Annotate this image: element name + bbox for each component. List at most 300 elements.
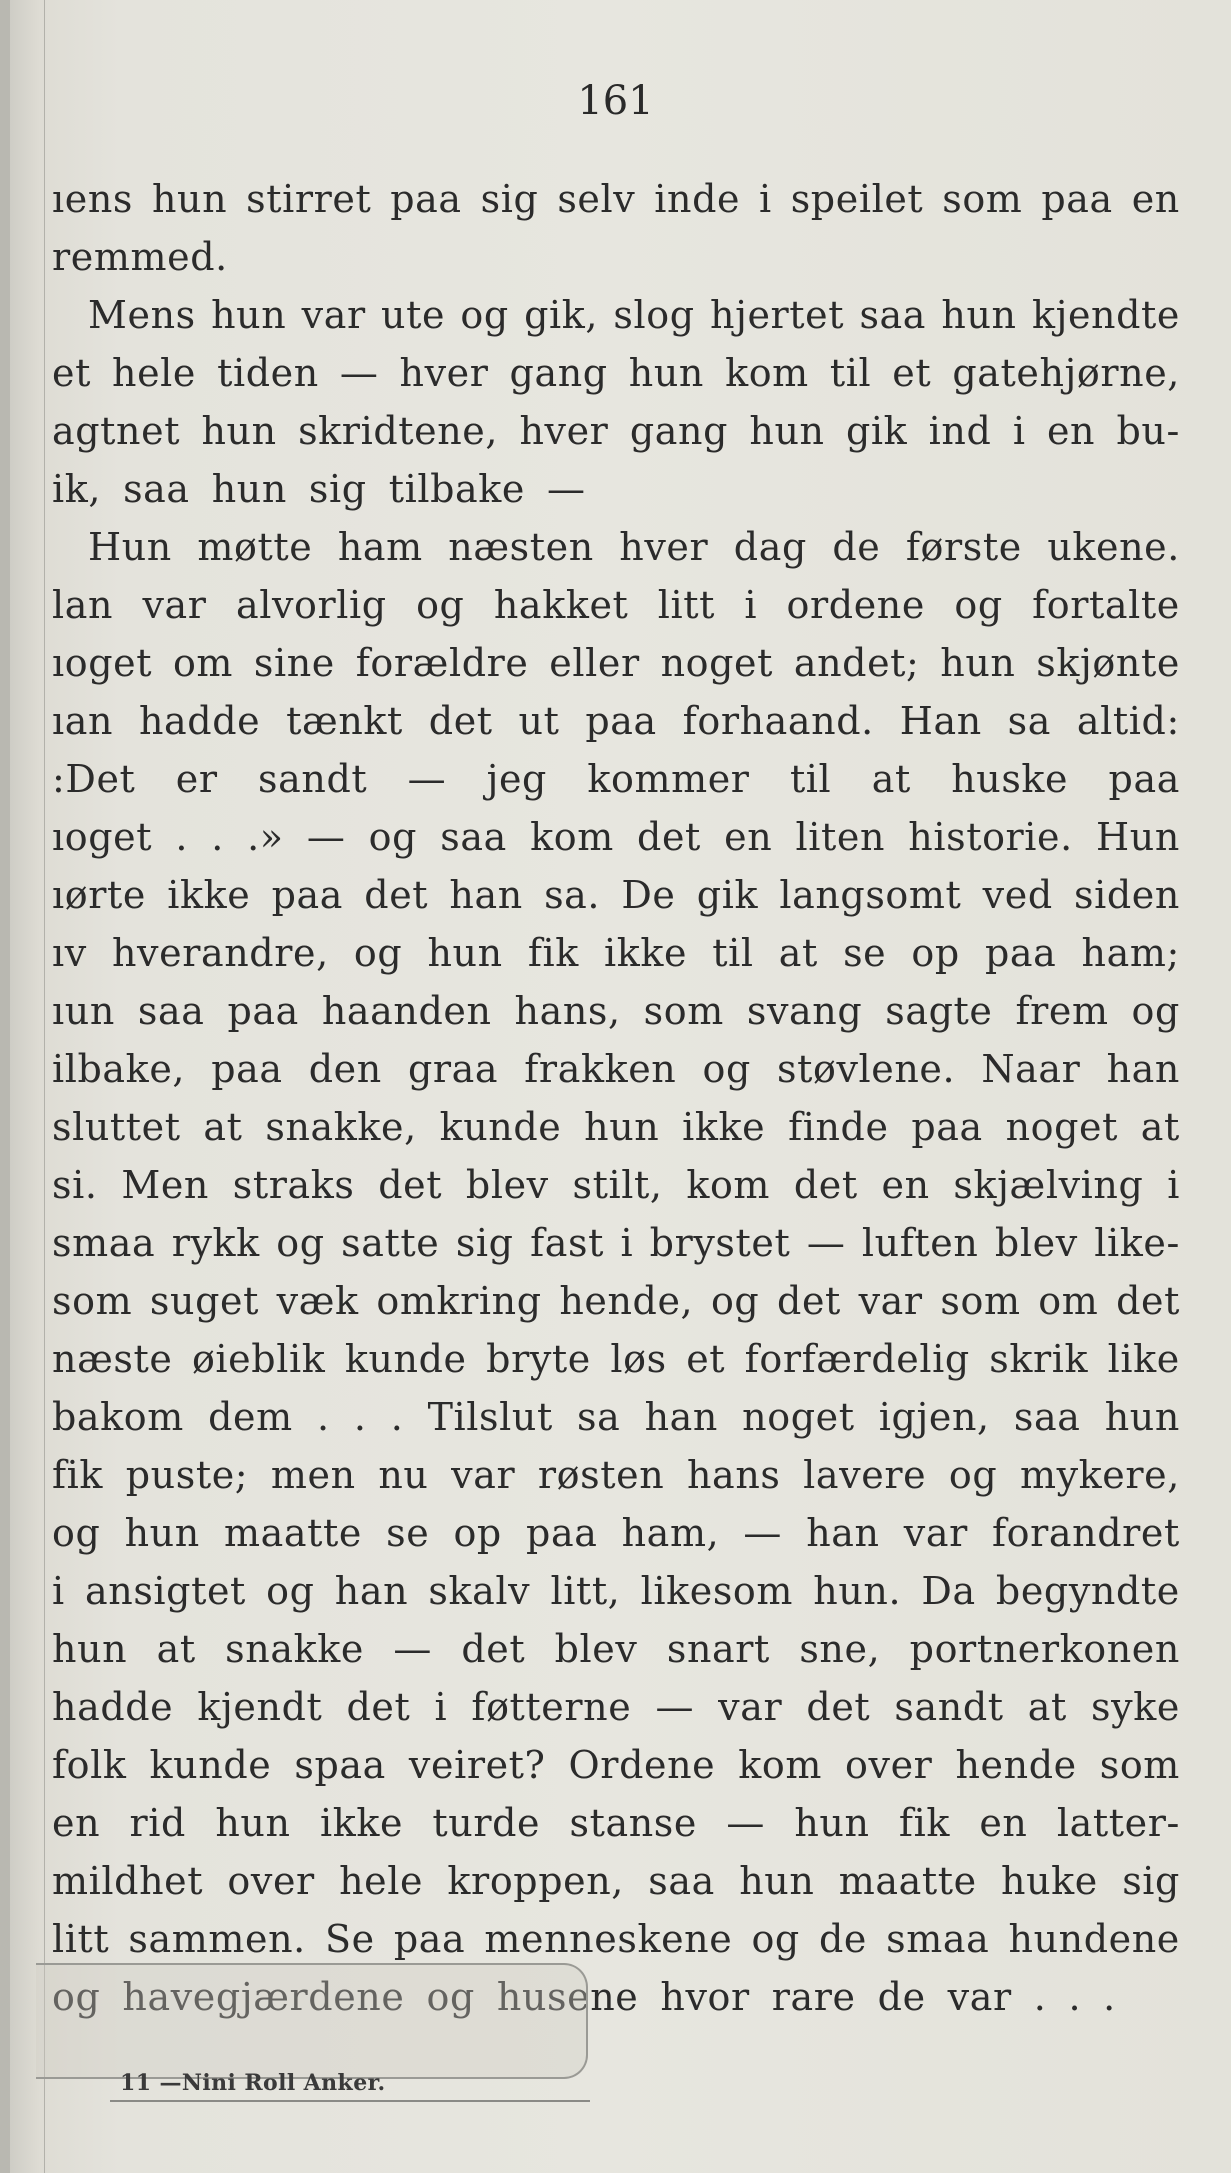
- word: i: [759, 177, 772, 221]
- word: hun.: [813, 1569, 902, 1613]
- word: er: [175, 757, 218, 801]
- word: næste: [52, 1337, 173, 1381]
- word: igjen,: [878, 1395, 990, 1439]
- text-line: [52, 1620, 1180, 1678]
- word: sandt: [894, 1685, 1004, 1729]
- word: et: [892, 351, 932, 395]
- word: paa: [526, 1511, 598, 1555]
- word: fik: [898, 1801, 950, 1845]
- word: .: [175, 815, 189, 859]
- word: forandret: [992, 1511, 1180, 1555]
- word: agtnet: [52, 409, 181, 453]
- word: saa: [859, 293, 927, 337]
- word: og: [368, 815, 418, 859]
- word: som: [52, 1279, 133, 1323]
- word: hun: [52, 1627, 128, 1671]
- word: hun: [584, 1105, 660, 1149]
- word: som: [940, 1279, 1021, 1323]
- word: saa: [440, 815, 507, 859]
- text-line: [52, 1562, 1180, 1620]
- word: hver: [619, 525, 709, 569]
- word: saa: [1013, 1395, 1081, 1439]
- word: sa: [1007, 699, 1052, 743]
- word: det: [364, 873, 429, 917]
- word: han: [644, 1395, 718, 1439]
- word: sne,: [799, 1627, 881, 1671]
- word: ikke: [604, 931, 688, 975]
- word: et: [686, 1337, 726, 1381]
- word: —: [806, 1221, 846, 1265]
- text-line: [52, 170, 1180, 228]
- word: til: [712, 931, 754, 975]
- word: historie.: [908, 815, 1073, 859]
- word: gang: [509, 351, 608, 395]
- word: rare: [771, 1975, 856, 2019]
- word: hver: [399, 351, 489, 395]
- word: sluttet: [52, 1105, 181, 1149]
- word: bu-: [1116, 409, 1180, 453]
- word: det: [428, 699, 493, 743]
- word: begyndte: [995, 1569, 1180, 1613]
- word: lavere: [803, 1453, 927, 1497]
- word: paa: [271, 873, 344, 917]
- word: —: [339, 351, 379, 395]
- word: turde: [432, 1801, 541, 1845]
- word: sa.: [544, 873, 601, 917]
- word: likesom: [640, 1569, 794, 1613]
- word: at: [1027, 1685, 1067, 1729]
- word: portnerkonen: [909, 1627, 1180, 1671]
- word: første: [905, 525, 1022, 569]
- word: ved: [982, 873, 1053, 917]
- word: gatehjørne,: [952, 351, 1180, 395]
- word: si.: [52, 1163, 98, 1207]
- word: som: [942, 177, 1023, 221]
- body-text: [52, 170, 1180, 2026]
- word: fik: [52, 1453, 104, 1497]
- word: en: [979, 1801, 1028, 1845]
- word: det: [777, 1279, 841, 1323]
- word: se: [386, 1511, 430, 1555]
- word: Han: [899, 699, 982, 743]
- word: mykere,: [1019, 1453, 1180, 1497]
- word: over: [845, 1743, 933, 1787]
- text-line: [52, 518, 1180, 576]
- text-line: [52, 344, 1180, 402]
- text-line: [52, 1852, 1180, 1910]
- word: hun: [941, 293, 1017, 337]
- word: en: [881, 1163, 930, 1207]
- word: en: [724, 815, 773, 859]
- word: blev: [465, 1163, 549, 1207]
- word: om: [1038, 1279, 1099, 1323]
- word: bryte: [486, 1337, 591, 1381]
- text-line: [52, 1330, 1180, 1388]
- word: stirret: [246, 177, 372, 221]
- word: hun: [211, 293, 287, 337]
- word: men: [270, 1453, 356, 1497]
- word: og: [1131, 989, 1180, 1033]
- word: finde: [788, 1105, 889, 1149]
- word: hun: [124, 1511, 200, 1555]
- text-line: [52, 402, 1180, 460]
- word: .: [1033, 1975, 1047, 2019]
- word: var: [947, 1975, 1012, 2019]
- word: ilbake,: [52, 1047, 186, 1091]
- word: hun: [628, 351, 705, 395]
- word: i: [434, 1685, 448, 1729]
- word: hun: [940, 641, 1016, 685]
- word: i: [1012, 409, 1026, 453]
- word: tænkt: [286, 699, 403, 743]
- word: skridtene,: [298, 409, 499, 453]
- word: rykk: [171, 1221, 260, 1265]
- word: blev: [994, 1221, 1078, 1265]
- word: ıun: [52, 989, 115, 1033]
- word: :Det: [52, 757, 136, 801]
- word: paa: [227, 989, 299, 1033]
- text-line: [52, 924, 1180, 982]
- text-line: [52, 576, 1180, 634]
- word: remmed.: [52, 235, 228, 279]
- word: og: [266, 1569, 315, 1613]
- word: brystet: [649, 1221, 791, 1265]
- word: hende,: [559, 1279, 694, 1323]
- word: kjendt: [197, 1685, 323, 1729]
- word: .»: [247, 815, 284, 859]
- word: som: [643, 989, 724, 1033]
- word: selv: [557, 177, 636, 221]
- word: snakke: [225, 1627, 364, 1671]
- word: dem: [208, 1395, 293, 1439]
- word: like: [1107, 1337, 1180, 1381]
- word: mildhet: [52, 1859, 204, 1903]
- word: og: [948, 1453, 998, 1497]
- word: havegjærdene: [122, 1975, 405, 2019]
- word: kom: [530, 815, 614, 859]
- word: hun: [211, 467, 287, 511]
- text-line: [52, 1446, 1180, 1504]
- word: skalv: [428, 1569, 531, 1613]
- word: haanden: [321, 989, 492, 1033]
- word: fortalte: [1032, 583, 1180, 627]
- word: og: [460, 293, 509, 337]
- word: og: [702, 1047, 751, 1091]
- word: satte: [341, 1221, 440, 1265]
- word: .: [316, 1395, 330, 1439]
- word: saa: [648, 1859, 715, 1903]
- word: inde: [654, 177, 741, 221]
- word: folk: [52, 1743, 127, 1787]
- word: sig: [455, 1221, 514, 1265]
- word: det: [346, 1685, 411, 1729]
- word: op: [911, 931, 960, 975]
- word: ham: [337, 525, 423, 569]
- word: paa: [211, 1047, 283, 1091]
- word: .: [211, 815, 224, 859]
- word: ham;: [1081, 931, 1180, 975]
- word: veiret?: [408, 1743, 546, 1787]
- text-line: [52, 750, 1180, 808]
- text-line: [52, 1794, 1180, 1852]
- word: like-: [1094, 1221, 1180, 1265]
- word: sandt: [258, 757, 368, 801]
- word: skrik: [989, 1337, 1089, 1381]
- word: paa: [390, 177, 462, 221]
- text-line: [52, 1504, 1180, 1562]
- word: i: [620, 1221, 634, 1265]
- word: —: [407, 757, 447, 801]
- word: maatte: [838, 1859, 977, 1903]
- word: skjønte: [1036, 641, 1180, 685]
- word: kunde: [439, 1105, 562, 1149]
- word: det: [378, 1163, 443, 1207]
- word: og: [52, 1511, 101, 1555]
- word: speilet: [790, 177, 924, 221]
- text-line: [52, 866, 1180, 924]
- page-number: 161: [577, 78, 654, 124]
- word: ıoget: [52, 641, 153, 685]
- word: .: [390, 1395, 404, 1439]
- word: kunde: [344, 1337, 467, 1381]
- word: sig: [1122, 1859, 1180, 1903]
- word: menneskene: [484, 1917, 733, 1961]
- word: Hun: [1096, 815, 1180, 859]
- word: liten: [795, 815, 886, 859]
- word: ıoget: [52, 815, 153, 859]
- word: ikke: [682, 1105, 766, 1149]
- word: den: [308, 1047, 382, 1091]
- text-line: [52, 1040, 1180, 1098]
- word: suget: [149, 1279, 259, 1323]
- word: et: [52, 351, 91, 395]
- word: var: [301, 293, 366, 337]
- word: husene: [496, 1975, 639, 2019]
- word: om: [172, 641, 234, 685]
- word: Se: [324, 1917, 375, 1961]
- word: Naar: [981, 1047, 1081, 1091]
- word: smaa: [52, 1221, 156, 1265]
- word: op: [453, 1511, 502, 1555]
- word: kunde: [149, 1743, 272, 1787]
- word: føtterne: [471, 1685, 632, 1729]
- word: saa: [137, 989, 205, 1033]
- word: Hun: [88, 525, 172, 569]
- word: sammen.: [128, 1917, 306, 1961]
- word: langsomt: [779, 873, 962, 917]
- word: gik: [696, 873, 759, 917]
- word: latter-: [1056, 1801, 1180, 1845]
- word: eller: [549, 641, 640, 685]
- word: kroppen,: [447, 1859, 624, 1903]
- text-line: [52, 1678, 1180, 1736]
- binding-shadow-line: [44, 0, 45, 2173]
- word: litt: [52, 1917, 110, 1961]
- word: var: [718, 1685, 783, 1729]
- word: graa: [407, 1047, 499, 1091]
- text-line: [52, 1098, 1180, 1156]
- word: kommer: [587, 757, 750, 801]
- word: over: [227, 1859, 315, 1903]
- word: hverandre,: [111, 931, 329, 975]
- word: forhaand.: [682, 699, 874, 743]
- word: tiden: [217, 351, 319, 395]
- word: maatte: [223, 1511, 362, 1555]
- word: Mens: [88, 293, 196, 337]
- word: stilt,: [572, 1163, 663, 1207]
- text-line: [52, 982, 1180, 1040]
- word: en: [1131, 177, 1180, 221]
- word: siden: [1074, 873, 1180, 917]
- text-line: [52, 1910, 1180, 1968]
- word: ıv: [52, 931, 87, 975]
- word: andet;: [793, 641, 920, 685]
- word: svang: [746, 989, 863, 1033]
- word: at: [871, 757, 911, 801]
- text-line: [52, 1272, 1180, 1330]
- word: .: [1103, 1975, 1116, 2019]
- word: hun: [749, 409, 825, 453]
- word: straks: [232, 1163, 355, 1207]
- text-line: [52, 1388, 1180, 1446]
- word: de: [877, 1975, 926, 2019]
- word: se: [843, 931, 887, 975]
- word: kom: [686, 1163, 771, 1207]
- word: sig: [308, 467, 367, 511]
- word: paa: [911, 1105, 983, 1149]
- word: var: [903, 1511, 968, 1555]
- word: at: [203, 1105, 243, 1149]
- word: huske: [951, 757, 1069, 801]
- word: Da: [921, 1569, 976, 1613]
- word: snart: [666, 1627, 770, 1671]
- word: de: [818, 1917, 867, 1961]
- word: sagte: [885, 989, 993, 1033]
- word: ıens: [52, 177, 134, 221]
- word: puste;: [125, 1453, 249, 1497]
- word: og: [353, 931, 403, 975]
- word: at: [778, 931, 818, 975]
- word: hundene: [1008, 1917, 1180, 1961]
- word: smaa: [886, 1917, 990, 1961]
- word: hun: [794, 1801, 870, 1845]
- word: .: [1068, 1975, 1082, 2019]
- word: blev: [554, 1627, 638, 1671]
- word: nu: [378, 1453, 429, 1497]
- text-line: [52, 228, 1180, 286]
- word: ham,: [621, 1511, 720, 1555]
- word: ıørte: [52, 873, 146, 917]
- word: frakken: [524, 1047, 677, 1091]
- word: saa: [123, 467, 190, 511]
- word: og: [416, 583, 465, 627]
- word: hakket: [493, 583, 629, 627]
- word: rid: [129, 1801, 186, 1845]
- word: i: [52, 1569, 65, 1613]
- text-line: [52, 1736, 1180, 1794]
- word: og: [426, 1975, 475, 2019]
- word: til: [829, 351, 872, 395]
- word: en: [52, 1801, 101, 1845]
- word: sa: [577, 1395, 621, 1439]
- word: kom: [738, 1743, 823, 1787]
- word: løs: [610, 1337, 667, 1381]
- word: og: [954, 583, 1003, 627]
- word: støvlene.: [777, 1047, 956, 1091]
- word: Ordene: [568, 1743, 716, 1787]
- word: tilbake: [388, 467, 525, 511]
- word: skjælving: [953, 1163, 1144, 1207]
- word: hver: [519, 409, 609, 453]
- word: gang: [629, 409, 728, 453]
- word: ıan: [52, 699, 114, 743]
- word: —: [743, 1511, 783, 1555]
- signature-underline: [110, 2100, 590, 2102]
- word: noget: [1005, 1105, 1119, 1149]
- word: kjendte: [1031, 293, 1180, 337]
- word: var: [451, 1453, 516, 1497]
- word: det: [793, 1163, 858, 1207]
- text-line: [52, 460, 1180, 518]
- word: altid:: [1076, 699, 1180, 743]
- word: hele: [112, 351, 197, 395]
- word: og: [751, 1917, 800, 1961]
- word: til: [789, 757, 832, 801]
- word: slog: [613, 293, 695, 337]
- word: hun: [215, 1801, 291, 1845]
- word: litt: [657, 583, 716, 627]
- word: paa: [585, 699, 657, 743]
- word: —: [655, 1685, 695, 1729]
- word: hadde: [138, 699, 261, 743]
- word: dag: [733, 525, 807, 569]
- word: røsten: [537, 1453, 665, 1497]
- word: hans: [686, 1453, 781, 1497]
- word: han: [806, 1511, 880, 1555]
- word: det: [461, 1627, 526, 1671]
- text-line: [52, 634, 1180, 692]
- word: Men: [121, 1163, 209, 1207]
- text-line: [52, 692, 1180, 750]
- word: fik: [527, 931, 579, 975]
- word: ikke: [167, 873, 251, 917]
- word: lan: [52, 583, 114, 627]
- text-line: [52, 1156, 1180, 1214]
- word: hun: [427, 931, 503, 975]
- page-gutter: [0, 0, 10, 2173]
- word: huke: [1001, 1859, 1098, 1903]
- word: og: [276, 1221, 325, 1265]
- word: forfærdelig: [744, 1337, 970, 1381]
- word: hun: [151, 177, 228, 221]
- word: Tilslut: [427, 1395, 553, 1439]
- word: ik,: [52, 467, 102, 511]
- word: hende: [955, 1743, 1077, 1787]
- word: kom: [725, 351, 809, 395]
- word: paa: [1041, 177, 1113, 221]
- word: hun: [1104, 1395, 1180, 1439]
- word: det: [637, 815, 701, 859]
- word: væk: [276, 1279, 359, 1323]
- word: forældre: [355, 641, 529, 685]
- word: ordene: [786, 583, 925, 627]
- word: noget: [660, 641, 773, 685]
- word: ukene.: [1047, 525, 1180, 569]
- word: sig: [480, 177, 539, 221]
- word: ind: [928, 409, 992, 453]
- word: luften: [861, 1221, 979, 1265]
- word: —: [306, 815, 346, 859]
